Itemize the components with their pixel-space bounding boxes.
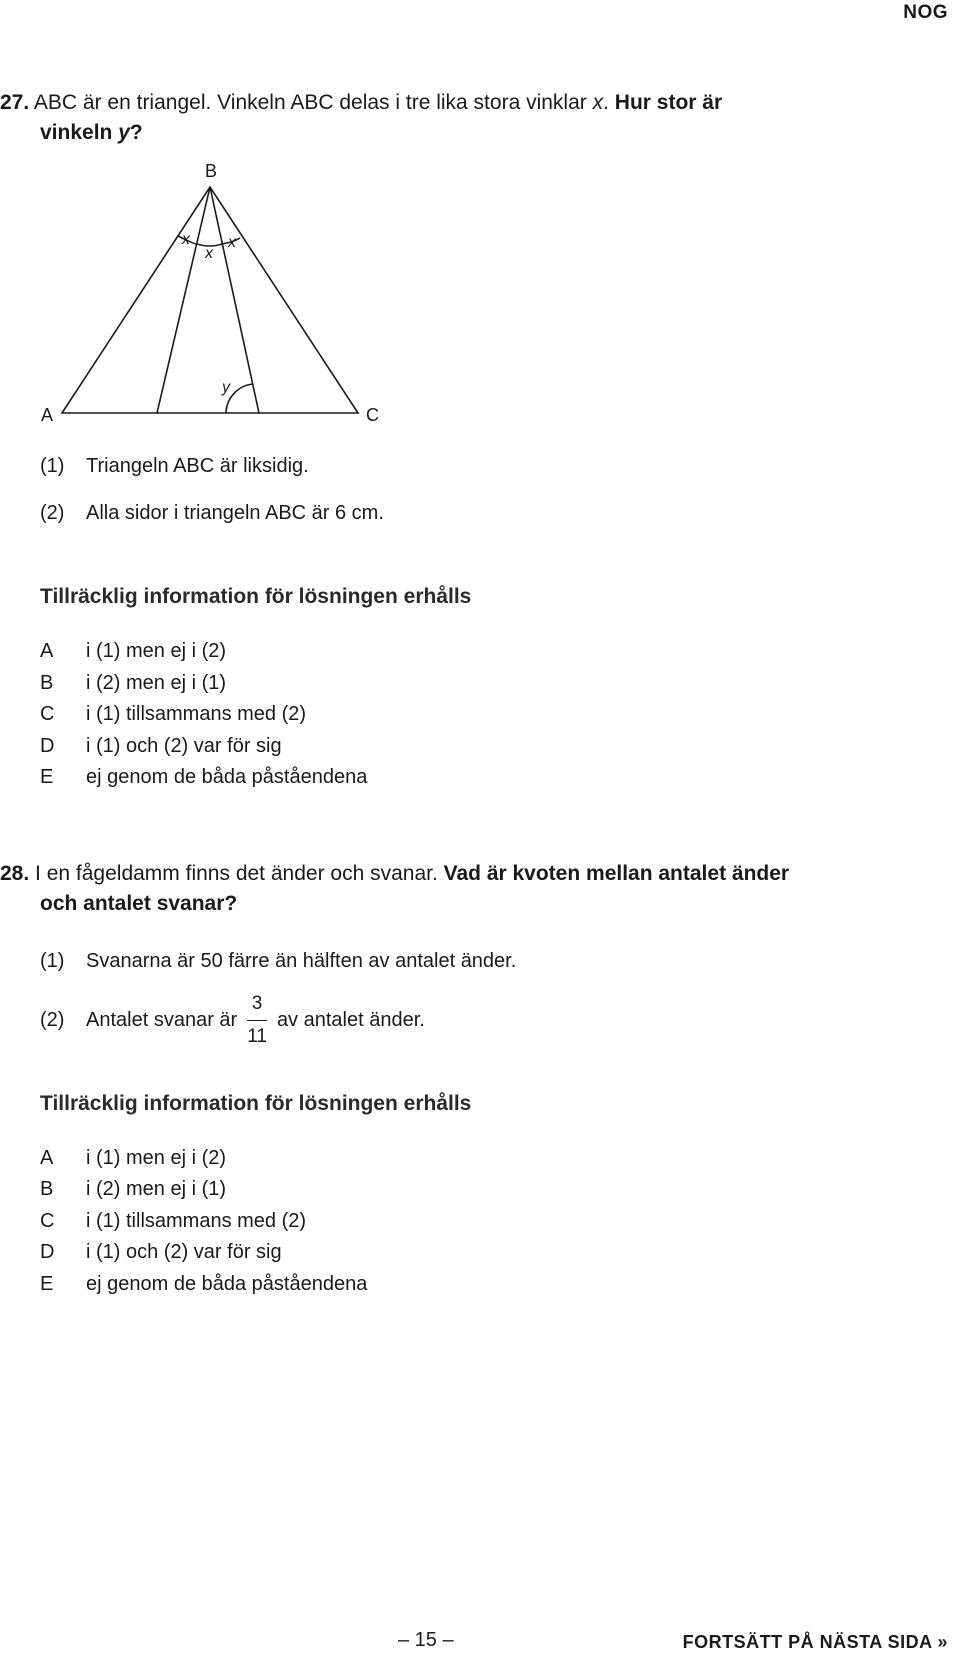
question-28-line2: och antalet svanar? — [40, 892, 238, 915]
angle-arc-y — [226, 384, 253, 413]
statement-text: Antalet svanar är — [86, 1008, 238, 1031]
question-28 — [0, 859, 789, 889]
question-text-punct: . — [603, 91, 615, 114]
statement-text: Svanarna är 50 färre än hälften av antalet änder. — [86, 950, 517, 972]
page-number: – 15 – — [398, 1629, 454, 1651]
option-text: i (1) tillsammans med (2) — [86, 1210, 307, 1232]
option-text: ej genom de båda påståendena — [86, 1273, 368, 1295]
option-letter: A — [40, 640, 54, 662]
option-b[interactable] — [40, 672, 226, 695]
option-letter: D — [40, 1241, 55, 1263]
option-letter: C — [40, 703, 55, 725]
option-e[interactable] — [40, 1273, 367, 1296]
statement-text: Alla sidor i triangeln ABC är 6 cm. — [86, 502, 384, 524]
option-text: i (1) och (2) var för sig — [86, 735, 282, 757]
option-letter: B — [40, 1178, 54, 1200]
label-b: B — [205, 161, 218, 181]
option-text: i (2) men ej i (1) — [86, 672, 227, 694]
option-letter: B — [40, 672, 54, 694]
option-d[interactable] — [40, 735, 282, 758]
statement-text-end: av antalet änder. — [276, 1008, 425, 1031]
statement-number: (2) — [40, 1008, 65, 1031]
label-c: C — [366, 405, 379, 425]
variable-y: y — [118, 121, 130, 144]
question-text: I en fågeldamm finns det änder och svanar. — [35, 862, 444, 885]
option-text: i (1) tillsammans med (2) — [86, 703, 307, 725]
trisector-left — [157, 187, 210, 413]
label-y: y — [222, 379, 230, 396]
statement-2 — [40, 502, 384, 525]
fraction — [247, 990, 267, 1051]
label-x-middle: x — [205, 245, 213, 262]
question-prompt: Hur stor är — [614, 91, 723, 114]
option-c[interactable] — [40, 703, 306, 726]
statement-number: (2) — [40, 502, 65, 524]
triangle-abc — [62, 187, 358, 413]
option-text: ej genom de båda påståendena — [86, 766, 368, 788]
question-number: 27. — [0, 91, 30, 114]
options-heading: Tillräcklig information för lösningen erhålls — [40, 585, 472, 608]
option-letter: E — [40, 766, 54, 788]
triangle-figure — [0, 150, 420, 440]
statement-number: (1) — [40, 950, 65, 972]
option-letter: D — [40, 735, 55, 757]
option-c[interactable] — [40, 1210, 306, 1233]
question-27 — [0, 88, 722, 118]
statement-1 — [40, 950, 516, 973]
option-text: i (1) men ej i (2) — [86, 640, 227, 662]
options-heading: Tillräcklig information för lösningen erhålls — [40, 1092, 472, 1115]
question-text: ABC är en triangel. Vinkeln ABC delas i tre lika stora vinklar — [33, 91, 593, 114]
fraction-denominator: 11 — [247, 1026, 267, 1047]
statement-2 — [40, 990, 425, 1051]
option-letter: A — [40, 1147, 54, 1169]
statement-1 — [40, 455, 309, 478]
label-a: A — [41, 405, 54, 425]
question-mark: ? — [129, 121, 143, 144]
statement-number: (1) — [40, 455, 65, 477]
section-tag: NOG — [903, 2, 948, 23]
statement-text: Triangeln ABC är liksidig. — [86, 455, 309, 477]
option-b[interactable] — [40, 1178, 226, 1201]
option-letter: E — [40, 1273, 54, 1295]
question-prompt-cont: vinkeln — [40, 121, 119, 144]
option-text: i (1) men ej i (2) — [86, 1147, 227, 1169]
label-x-left: x — [182, 231, 190, 248]
question-prompt: Vad är kvoten mellan antalet änder — [443, 862, 790, 885]
option-text: i (2) men ej i (1) — [86, 1178, 227, 1200]
variable-x: x — [592, 91, 604, 114]
option-d[interactable] — [40, 1241, 282, 1264]
continue-next-page: FORTSÄTT PÅ NÄSTA SIDA » — [682, 1632, 948, 1652]
option-e[interactable] — [40, 766, 367, 789]
question-number: 28. — [0, 862, 30, 885]
label-x-right: x — [228, 234, 236, 251]
question-27-line2 — [40, 118, 143, 148]
option-a[interactable] — [40, 1147, 226, 1170]
option-letter: C — [40, 1210, 55, 1232]
fraction-numerator: 3 — [247, 990, 267, 1021]
trisector-right — [210, 187, 259, 413]
option-a[interactable] — [40, 640, 226, 663]
option-text: i (1) och (2) var för sig — [86, 1241, 282, 1263]
